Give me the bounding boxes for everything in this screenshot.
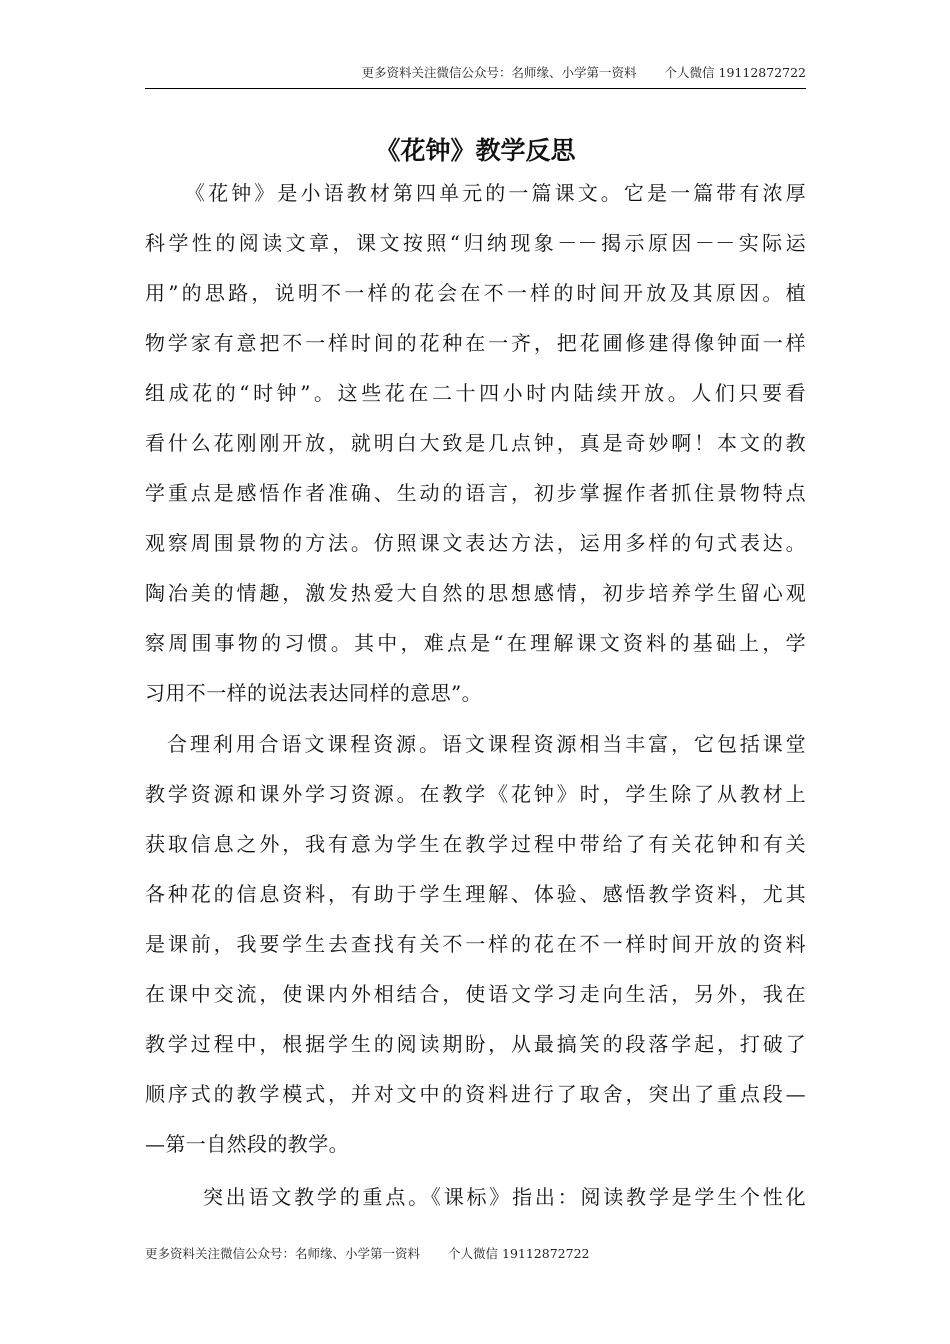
paragraph-line: 陶冶美的情趣，激发热爱大自然的思想感情，初步培养学生留心观: [145, 581, 806, 605]
footer-source-text: 更多资料关注微信公众号：名师缘、小学第一资料: [145, 1246, 421, 1261]
paragraph-1: [145, 178, 806, 728]
page-header: [145, 66, 806, 89]
paragraph-line: 习用不一样的说法表达同样的意思”。: [145, 681, 483, 705]
paragraph-3: [145, 1182, 806, 1232]
paragraph-line: 在课中交流，使课内外相结合，使语文学习走向生活，另外，我在: [145, 982, 806, 1006]
header-contact-text: 个人微信 19112872722: [664, 65, 806, 80]
header-source-text: 更多资料关注微信公众号：名师缘、小学第一资料: [361, 65, 637, 80]
paragraph-line: 顺序式的教学模式，并对文中的资料进行了取舍，突出了重点段—: [145, 1082, 806, 1106]
paragraph-line: 是课前，我要学生去查找有关不一样的花在不一样时间开放的资料: [145, 932, 806, 956]
paragraph-line: —第一自然段的教学。: [145, 1132, 349, 1156]
footer-contact-text: 个人微信 19112872722: [448, 1246, 590, 1261]
paragraph-line: 学重点是感悟作者准确、生动的语言，初步掌握作者抓住景物特点: [145, 481, 806, 505]
paragraph-line: 察周围事物的习惯。其中，难点是“在理解课文资料的基础上，学: [145, 631, 806, 655]
paragraph-line: 突出语文教学的重点。《课标》指出：阅读教学是学生个性化: [203, 1185, 806, 1209]
paragraph-line: 《花钟》是小语教材第四单元的一篇课文。它是一篇带有浓厚: [185, 181, 806, 205]
paragraph-line: 科学性的阅读文章，课文按照“归纳现象－－揭示原因－－实际运: [145, 231, 806, 255]
paragraph-line: 物学家有意把不一样时间的花种在一齐，把花圃修建得像钟面一样: [145, 331, 806, 355]
page-footer: [145, 1247, 589, 1261]
paragraph-line: 获取信息之外，我有意为学生在教学过程中带给了有关花钟和有关: [145, 832, 806, 856]
document-title: 《花钟》教学反思: [375, 136, 576, 165]
paragraph-line: 观察周围景物的方法。仿照课文表达方法，运用多样的句式表达。: [145, 531, 806, 555]
paragraph-line: 组成花的“时钟”。这些花在二十四小时内陆续开放。人们只要看: [145, 381, 806, 405]
paragraph-line: 各种花的信息资料，有助于学生理解、体验、感悟教学资料，尤其: [145, 882, 806, 906]
paragraph-line: 看什么花刚刚开放，就明白大致是几点钟，真是奇妙啊！本文的教: [145, 431, 806, 455]
paragraph-2: [145, 729, 806, 1179]
paragraph-line: 教学过程中，根据学生的阅读期盼，从最搞笑的段落学起，打破了: [145, 1032, 806, 1056]
paragraph-line: 用”的思路，说明不一样的花会在不一样的时间开放及其原因。植: [145, 281, 806, 305]
paragraph-line: 合理利用合语文课程资源。语文课程资源相当丰富，它包括课堂: [167, 732, 806, 756]
paragraph-line: 教学资源和课外学习资源。在教学《花钟》时，学生除了从教材上: [145, 782, 806, 806]
